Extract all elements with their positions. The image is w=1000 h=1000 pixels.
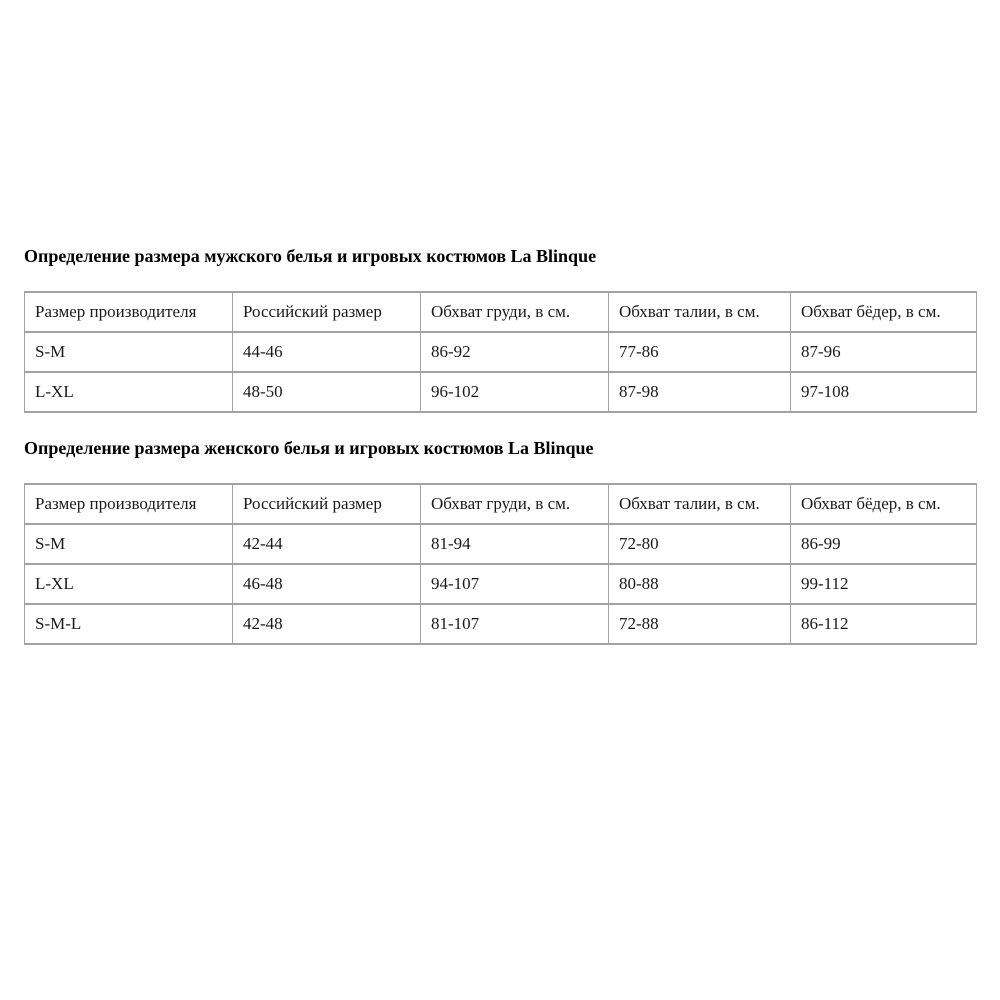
cell-russian-size: 42-48 <box>233 604 421 644</box>
column-header-waist: Обхват талии, в см. <box>609 292 791 332</box>
table-row <box>25 372 977 412</box>
cell-russian-size: 42-44 <box>233 524 421 564</box>
cell-waist: 72-88 <box>609 604 791 644</box>
cell-hips: 86-99 <box>791 524 977 564</box>
cell-chest: 81-107 <box>421 604 609 644</box>
cell-hips: 99-112 <box>791 564 977 604</box>
cell-waist: 77-86 <box>609 332 791 372</box>
table-row <box>25 332 977 372</box>
table-row <box>25 604 977 644</box>
table-header-row <box>25 292 977 332</box>
column-header-manufacturer-size: Размер производителя <box>25 484 233 524</box>
cell-hips: 86-112 <box>791 604 977 644</box>
cell-waist: 80-88 <box>609 564 791 604</box>
cell-chest: 94-107 <box>421 564 609 604</box>
column-header-waist: Обхват талии, в см. <box>609 484 791 524</box>
cell-waist: 72-80 <box>609 524 791 564</box>
cell-chest: 96-102 <box>421 372 609 412</box>
cell-chest: 81-94 <box>421 524 609 564</box>
cell-manufacturer-size: L-XL <box>25 564 233 604</box>
cell-russian-size: 44-46 <box>233 332 421 372</box>
column-header-hips: Обхват бёдер, в см. <box>791 292 977 332</box>
cell-chest: 86-92 <box>421 332 609 372</box>
column-header-chest: Обхват груди, в см. <box>421 292 609 332</box>
cell-russian-size: 46-48 <box>233 564 421 604</box>
column-header-chest: Обхват груди, в см. <box>421 484 609 524</box>
table-row <box>25 564 977 604</box>
column-header-russian-size: Российский размер <box>233 484 421 524</box>
column-header-manufacturer-size: Размер производителя <box>25 292 233 332</box>
mens-size-table <box>24 291 977 413</box>
womens-size-table <box>24 483 977 645</box>
cell-russian-size: 48-50 <box>233 372 421 412</box>
cell-manufacturer-size: S-M <box>25 332 233 372</box>
column-header-russian-size: Российский размер <box>233 292 421 332</box>
section-title-womens-sizes: Определение размера женского белья и игровых костюмов La Blinque <box>24 438 594 458</box>
cell-waist: 87-98 <box>609 372 791 412</box>
cell-hips: 87-96 <box>791 332 977 372</box>
cell-manufacturer-size: L-XL <box>25 372 233 412</box>
column-header-hips: Обхват бёдер, в см. <box>791 484 977 524</box>
cell-manufacturer-size: S-M <box>25 524 233 564</box>
cell-manufacturer-size: S-M-L <box>25 604 233 644</box>
table-row <box>25 524 977 564</box>
cell-hips: 97-108 <box>791 372 977 412</box>
section-title-mens-sizes: Определение размера мужского белья и игровых костюмов La Blinque <box>24 246 597 266</box>
table-header-row <box>25 484 977 524</box>
